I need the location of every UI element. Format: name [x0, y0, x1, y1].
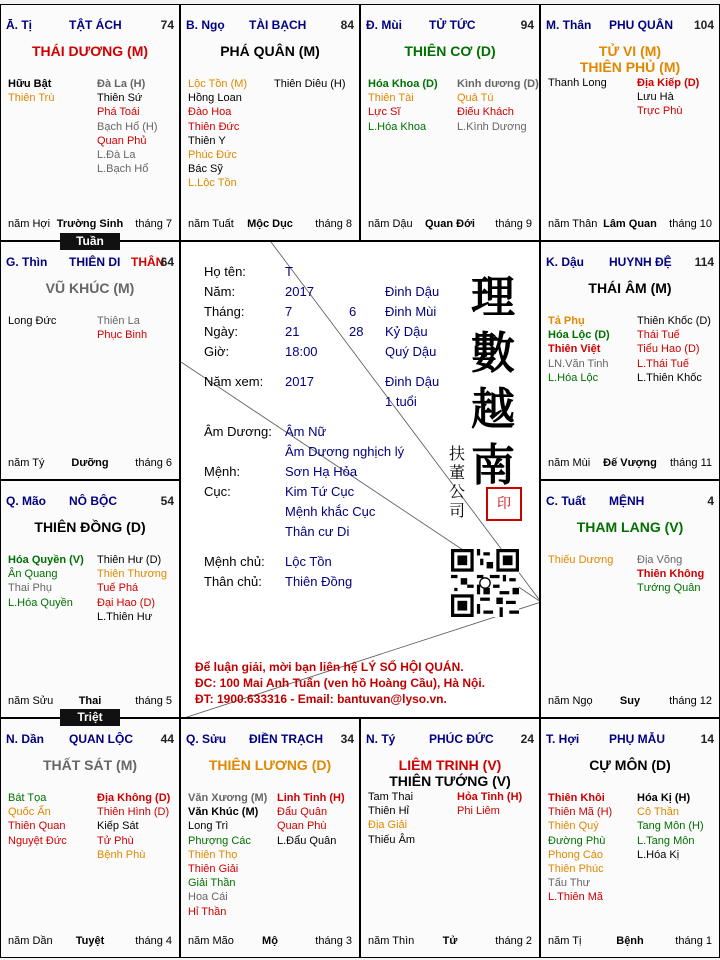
main-star: TỬ VI (M) — [598, 43, 662, 59]
palace-month: tháng 2 — [495, 935, 532, 947]
thang-value: 7 — [285, 304, 293, 319]
palace-month: tháng 3 — [315, 935, 352, 947]
minor-star: Thiên Mã (H) — [548, 806, 613, 819]
minor-star: Tam Thai — [368, 791, 414, 803]
cuc-value: Kim Tứ Cục — [285, 484, 355, 499]
minor-stars-right — [97, 314, 147, 342]
minor-star: Thai Phụ — [8, 582, 53, 595]
minor-stars-left — [548, 553, 613, 567]
palace-name: TẬT ÁCH — [69, 18, 122, 32]
minor-star: L.Lộc Tồn — [188, 177, 237, 190]
minor-star: Điếu Khách — [457, 106, 514, 119]
calligraphy-side-1: 扶 — [449, 444, 466, 463]
minor-star: Thiên Quan — [8, 820, 66, 833]
than-cu-note: Thân cư Di — [285, 524, 350, 539]
palace-month: tháng 12 — [669, 695, 712, 707]
palace-phase: Tử — [442, 935, 458, 947]
minor-stars-left — [368, 77, 438, 134]
minor-star: L.Thiên Khốc — [637, 371, 702, 384]
palace-age-number: 24 — [520, 732, 534, 746]
am-duong-value: Âm Nữ — [285, 424, 327, 439]
tuoi-value: 1 tuổi — [385, 394, 417, 409]
palace-11[interactable] — [540, 718, 720, 958]
minor-star: Hữu Bật — [8, 78, 52, 90]
palace-phase: Mộ — [262, 935, 278, 947]
palace-name: MỆNH — [609, 494, 645, 508]
red-seal-stamp: 印 — [486, 487, 522, 521]
minor-star: Thiên Quý — [548, 820, 599, 833]
am-duong-note: Âm Dương nghịch lý — [285, 444, 405, 459]
minor-star: Văn Xương (M) — [188, 792, 268, 804]
nam-xem-can-chi: Đinh Dậu — [385, 374, 440, 389]
palace-phase: Quan Đới — [425, 218, 475, 230]
palace-age-number: 54 — [160, 494, 174, 508]
minor-star: Lộc Tồn (M) — [188, 78, 248, 90]
palace-footer — [8, 695, 172, 709]
minor-star: L.Hóa Quyền — [8, 596, 73, 609]
minor-star: L.Thái Tuế — [637, 357, 689, 370]
palace-age-number: 14 — [700, 732, 714, 746]
main-star: VŨ KHÚC (M) — [45, 280, 135, 296]
palace-year: năm Dậu — [368, 218, 413, 230]
minor-stars-left — [548, 76, 607, 90]
palace-header — [6, 732, 174, 748]
palace-8[interactable] — [0, 718, 180, 958]
palace-phase: Dưỡng — [71, 457, 109, 469]
main-star: THIÊN CƠ (D) — [404, 43, 496, 59]
palace-age-number: 104 — [693, 18, 714, 32]
minor-star: Bạch Hổ (H) — [97, 120, 158, 133]
palace-branch: N. Dần — [6, 732, 45, 746]
minor-star: Quan Phủ — [97, 134, 147, 147]
palace-year: năm Dần — [8, 935, 53, 947]
calligraphy-side-3: 公 — [449, 482, 466, 501]
minor-stars-left — [548, 791, 612, 905]
palace-footer — [368, 935, 532, 949]
minor-star: Tử Phù — [97, 834, 134, 847]
palace-month: tháng 8 — [315, 218, 352, 230]
palace-header — [6, 18, 174, 34]
palace-branch: G. Thìn — [6, 255, 48, 269]
minor-star: Thiên Phúc — [548, 862, 604, 875]
minor-star: Thanh Long — [548, 77, 607, 89]
palace-phase: Suy — [619, 695, 641, 707]
main-star: THAM LANG (V) — [576, 519, 684, 535]
minor-star: Tang Môn (H) — [637, 820, 704, 833]
minor-star: Phá Toái — [97, 106, 140, 119]
minor-star: Đà La (H) — [97, 78, 146, 90]
palace-name: PHÚC ĐỨC — [429, 732, 494, 746]
calligraphy-char-3: 越 — [471, 384, 515, 435]
minor-star: Văn Khúc (M) — [188, 806, 259, 819]
nam-label: Năm: — [204, 284, 236, 299]
palace-branch: C. Tuất — [546, 494, 586, 508]
palace-header — [186, 732, 354, 748]
palace-phase: Trường Sinh — [56, 218, 124, 230]
ho-ten-label: Họ tên: — [204, 264, 246, 279]
menh-chu-label: Mệnh chủ: — [204, 554, 265, 569]
minor-star: Thiên Tài — [368, 92, 414, 105]
palace-footer — [548, 218, 712, 232]
minor-star: Đào Hoa — [188, 106, 232, 119]
minor-star: L.Đà La — [97, 148, 136, 161]
minor-stars-right — [637, 791, 704, 862]
palace-phase: Đế Vượng — [603, 457, 657, 469]
minor-star: Lưu Hà — [637, 91, 674, 104]
minor-stars-right — [457, 77, 539, 134]
palace-9[interactable] — [180, 718, 360, 958]
palace-phase: Lâm Quan — [603, 218, 657, 230]
palace-month: tháng 10 — [669, 218, 712, 230]
palace-branch: T. Hợi — [546, 732, 580, 746]
minor-star: Ân Quang — [8, 568, 58, 581]
minor-star: Hồng Loan — [188, 92, 242, 105]
minor-star: Hoa Cái — [188, 891, 228, 904]
main-star: THIÊN ĐỒNG (D) — [34, 519, 146, 535]
palace-header — [366, 732, 534, 748]
tuan-tag: Tuần — [60, 233, 120, 250]
palace-month: tháng 7 — [135, 218, 172, 230]
minor-star: Hóa Quyền (V) — [8, 554, 84, 566]
contact-phone-email: ĐT: 1900.633316 - Email: bantuvan@lyso.vn. — [195, 692, 447, 706]
palace-month: tháng 9 — [495, 218, 532, 230]
palace-phase: Thai — [78, 695, 102, 707]
gio-can-chi: Quý Dậu — [385, 344, 437, 359]
palace-footer — [548, 457, 712, 471]
triet-tag: Triệt — [60, 709, 120, 726]
minor-star: L.Hóa Kị — [637, 848, 680, 861]
am-duong-label: Âm Dương: — [204, 424, 272, 439]
main-star: THIÊN LƯƠNG (D) — [208, 757, 332, 773]
nam-value: 2017 — [285, 284, 314, 299]
minor-star: Thiên La — [97, 315, 140, 327]
minor-stars-left — [8, 314, 56, 328]
palace-branch: K. Dậu — [546, 255, 585, 269]
nam-can-chi: Đinh Dậu — [385, 284, 440, 299]
palace-5[interactable] — [540, 241, 720, 480]
minor-stars-left — [8, 77, 54, 105]
palace-year: năm Thân — [548, 218, 598, 230]
minor-star: Tả Phụ — [548, 315, 585, 327]
minor-star: Đẩu Quân — [277, 806, 328, 819]
main-star: THẤT SÁT (M) — [42, 757, 138, 773]
calligraphy-char-4: 南 — [471, 440, 515, 491]
minor-star: Long Trì — [188, 820, 229, 833]
minor-star: Phúc Đức — [188, 148, 237, 161]
minor-star: LN.Văn Tinh — [548, 357, 609, 370]
minor-star: Thiên Hình (D) — [97, 806, 170, 819]
minor-stars-right — [274, 77, 346, 91]
palace-name: TÀI BẠCH — [249, 18, 307, 32]
palace-4[interactable] — [0, 241, 180, 480]
minor-star: Giải Thần — [188, 877, 236, 890]
palace-footer — [548, 935, 712, 949]
palace-footer — [8, 457, 172, 471]
palace-branch: M. Thân — [546, 18, 592, 32]
minor-star: Quốc Ấn — [8, 806, 51, 819]
main-star: PHÁ QUÂN (M) — [220, 43, 320, 59]
palace-footer — [188, 935, 352, 949]
minor-star: Tướng Quân — [637, 582, 701, 595]
menh-chu-value: Lộc Tồn — [285, 554, 332, 569]
minor-star: Bệnh Phù — [97, 848, 146, 861]
palace-footer — [188, 218, 352, 232]
palace-1[interactable] — [180, 4, 360, 241]
palace-month: tháng 6 — [135, 457, 172, 469]
menh-label: Mệnh: — [204, 464, 241, 479]
minor-star: L.Bạch Hổ — [97, 163, 149, 176]
than-chu-value: Thiên Đồng — [285, 574, 353, 589]
palace-6[interactable] — [0, 480, 180, 718]
minor-star: Thiên Khốc (D) — [637, 315, 711, 327]
palace-year: năm Mùi — [548, 457, 591, 469]
minor-star: L.Thiên Hư — [97, 610, 153, 623]
nam-xem-value: 2017 — [285, 374, 314, 389]
palace-age-number: 74 — [160, 18, 174, 32]
palace-header — [546, 18, 714, 34]
ngay-am-value: 28 — [349, 324, 364, 339]
palace-year: năm Thìn — [368, 935, 415, 947]
palace-header — [546, 255, 714, 271]
minor-stars-left — [8, 791, 67, 848]
minor-star: Hóa Khoa (D) — [368, 78, 438, 90]
palace-year: năm Tuất — [188, 218, 234, 230]
minor-star: Thiên Việt — [548, 343, 601, 356]
calligraphy-char-1: 理 — [471, 272, 515, 323]
palace-2[interactable] — [360, 4, 540, 241]
minor-stars-right — [637, 553, 704, 596]
main-star: THÁI ÂM (M) — [588, 280, 672, 296]
than-marker: THÂN — [131, 255, 165, 269]
minor-star: Kình dương (D) — [457, 78, 539, 90]
palace-year: năm Mão — [188, 935, 234, 947]
minor-stars-left — [548, 314, 610, 385]
minor-star: Lực Sĩ — [368, 106, 401, 119]
minor-star: Thiếu Âm — [368, 833, 416, 846]
palace-branch: Đ. Mùi — [366, 18, 402, 32]
palace-footer — [8, 935, 172, 949]
minor-star: Thiên Khôi — [548, 792, 605, 804]
minor-star: Quả Tú — [457, 92, 494, 105]
minor-star: Hỉ Thần — [188, 905, 227, 918]
minor-star: Phượng Các — [188, 834, 251, 847]
palace-month: tháng 5 — [135, 695, 172, 707]
palace-age-number: 44 — [160, 732, 174, 746]
minor-stars-left — [188, 791, 267, 919]
palace-header — [6, 494, 174, 510]
minor-star: Thiên Trù — [8, 92, 55, 105]
minor-stars-left — [188, 77, 247, 191]
palace-name: THIÊN DI — [69, 255, 121, 269]
palace-year: năm Tị — [548, 935, 582, 947]
palace-age-number: 34 — [340, 732, 354, 746]
minor-star: Cô Thần — [637, 806, 679, 819]
ngay-label: Ngày: — [204, 324, 238, 339]
palace-name: HUYNH ĐỆ — [609, 255, 672, 269]
minor-stars-right — [457, 790, 522, 818]
palace-header — [186, 18, 354, 34]
minor-star: Thiên Sứ — [97, 92, 143, 105]
palace-name: QUAN LỘC — [69, 732, 133, 746]
palace-age-number: 4 — [707, 494, 714, 508]
ngay-value: 21 — [285, 324, 300, 339]
palace-age-number: 64 — [160, 255, 174, 269]
minor-star: Địa Không (D) — [97, 792, 171, 804]
palace-year: năm Ngọ — [548, 695, 593, 707]
minor-star: L.Kình Dương — [457, 120, 527, 133]
palace-year: năm Sửu — [8, 695, 54, 707]
palace-name: TỬ TỨC — [429, 18, 476, 32]
minor-star: L.Hóa Khoa — [368, 120, 427, 133]
palace-name: ĐIỀN TRẠCH — [249, 732, 323, 746]
minor-star: Thiên Giải — [188, 862, 239, 875]
palace-3[interactable] — [540, 4, 720, 241]
minor-star: Thiên Diêu (H) — [274, 78, 346, 90]
minor-star: Địa Kiếp (D) — [637, 77, 700, 89]
minor-stars-right — [637, 76, 699, 119]
palace-branch: Q. Sửu — [186, 732, 227, 746]
minor-star: L.Đẩu Quân — [277, 834, 337, 847]
minor-stars-right — [277, 791, 345, 848]
palace-age-number: 84 — [340, 18, 354, 32]
palace-footer — [368, 218, 532, 232]
minor-star: Tấu Thư — [548, 877, 591, 890]
palace-header — [6, 255, 174, 271]
center-info-panel — [180, 241, 540, 718]
minor-star: Thiên Y — [188, 134, 226, 147]
minor-star: Thiên Hỉ — [368, 805, 409, 818]
gio-label: Giờ: — [204, 344, 230, 359]
main-star: THIÊN PHỦ (M) — [579, 59, 681, 75]
minor-star: L.Tang Môn — [637, 834, 695, 847]
minor-star: Kiếp Sát — [97, 820, 139, 833]
gio-value: 18:00 — [285, 344, 318, 359]
palace-age-number: 114 — [694, 255, 714, 269]
palace-header — [366, 18, 534, 34]
main-star: LIÊM TRINH (V) — [398, 757, 502, 773]
calligraphy-side-4: 司 — [449, 501, 466, 520]
palace-name: NÔ BỘC — [69, 494, 117, 508]
contact-line-1: Để luận giải, mời bạn liên hệ LÝ SỐ HỘI QUÁN. — [195, 660, 464, 674]
palace-branch: B. Ngọ — [186, 18, 225, 32]
minor-star: Thiên Hư (D) — [97, 554, 162, 566]
calligraphy-side-2: 董 — [449, 463, 466, 482]
minor-star: Bác Sỹ — [188, 163, 223, 176]
minor-star: Hóa Kị (H) — [637, 792, 691, 804]
thang-can-chi: Đinh Mùi — [385, 304, 437, 319]
ngay-can-chi: Kỷ Dậu — [385, 324, 428, 339]
contact-address: ĐC: 100 Mai Anh Tuấn (ven hồ Hoàng Cầu), Hà Nội. — [195, 676, 486, 690]
than-chu-label: Thân chủ: — [204, 574, 262, 589]
palace-footer — [548, 695, 712, 709]
palace-name: PHỤ MẪU — [609, 732, 665, 746]
minor-star: Phi Liêm — [457, 805, 500, 818]
minor-stars-right — [97, 791, 170, 862]
minor-star: Thiên Đức — [188, 120, 240, 133]
minor-star: Phục Binh — [97, 329, 148, 342]
main-star: THIÊN TƯỚNG (V) — [389, 773, 511, 789]
minor-stars-right — [97, 77, 158, 176]
palace-month: tháng 11 — [669, 457, 712, 469]
minor-star: Hỏa Tinh (H) — [457, 791, 523, 803]
minor-star: L.Thiên Mã — [548, 891, 604, 904]
palace-branch: N. Tý — [366, 732, 396, 746]
minor-star: L.Hóa Lộc — [548, 371, 599, 384]
qr-code-icon[interactable] — [451, 549, 519, 617]
palace-month: tháng 1 — [675, 935, 712, 947]
palace-name: PHU QUÂN — [609, 18, 674, 32]
palace-7[interactable] — [540, 480, 720, 718]
palace-phase: Tuyệt — [75, 935, 105, 947]
calligraphy-char-2: 數 — [471, 328, 515, 379]
palace-0[interactable] — [0, 4, 180, 241]
minor-star: Phong Cáo — [548, 848, 604, 861]
minor-star: Bát Tọa — [8, 792, 47, 804]
minor-star: Đại Hao (D) — [97, 596, 156, 609]
minor-star: Thiên Thương — [97, 568, 168, 581]
minor-star: Địa Võng — [637, 554, 683, 566]
minor-star: Nguyệt Đức — [8, 834, 67, 847]
palace-10[interactable] — [360, 718, 540, 958]
minor-star: Thái Tuế — [637, 329, 680, 342]
minor-stars-right — [637, 314, 711, 385]
minor-stars-left — [368, 790, 415, 847]
minor-star: Thiên Thọ — [188, 848, 238, 861]
thang-am-value: 6 — [349, 304, 357, 319]
palace-header — [546, 494, 714, 510]
palace-branch: Q. Mão — [6, 494, 47, 508]
minor-star: Tuế Phá — [97, 582, 139, 595]
palace-year: năm Tý — [8, 457, 45, 469]
palace-phase: Mộc Dục — [247, 218, 293, 230]
palace-age-number: 94 — [520, 18, 534, 32]
minor-star: Thiếu Dương — [548, 554, 614, 566]
cuc-label: Cục: — [204, 484, 231, 499]
main-star: THÁI DƯƠNG (M) — [31, 43, 149, 59]
minor-star: Quan Phù — [277, 820, 327, 833]
palace-year: năm Hợi — [8, 218, 51, 230]
palace-header — [546, 732, 714, 748]
palace-footer — [8, 218, 172, 232]
minor-star: Thiên Không — [637, 568, 705, 581]
cuc-note: Mệnh khắc Cục — [285, 504, 376, 519]
minor-stars-left — [8, 553, 84, 610]
ho-ten-value: T — [285, 264, 293, 279]
minor-stars-right — [97, 553, 167, 624]
minor-star: Đường Phù — [548, 834, 606, 847]
palace-branch: Ā. Tị — [6, 18, 32, 32]
palace-month: tháng 4 — [135, 935, 172, 947]
palace-phase: Bệnh — [616, 935, 644, 947]
minor-star: Địa Giải — [368, 819, 408, 832]
minor-star: Long Đức — [8, 315, 57, 327]
main-star: CỰ MÔN (D) — [589, 757, 671, 773]
thang-label: Tháng: — [204, 304, 245, 319]
menh-value: Sơn Hạ Hỏa — [285, 464, 358, 479]
minor-star: Linh Tinh (H) — [277, 792, 345, 804]
nam-xem-label: Năm xem: — [204, 374, 264, 389]
minor-star: Tiểu Hao (D) — [637, 343, 700, 356]
minor-star: Trực Phù — [637, 105, 683, 118]
minor-star: Hóa Lộc (D) — [548, 329, 610, 342]
